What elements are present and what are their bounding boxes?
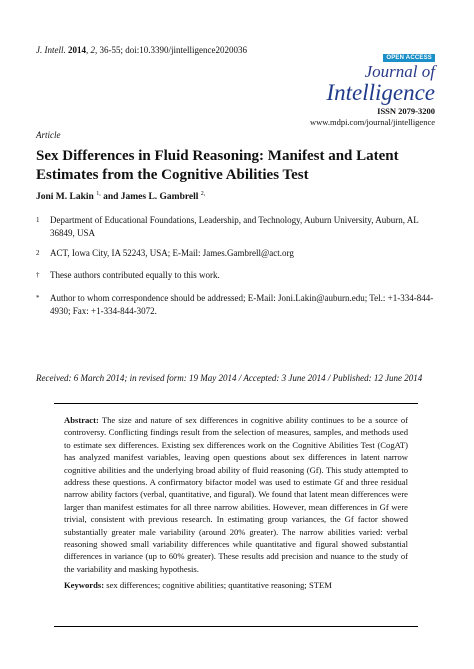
abstract-label: Abstract: [64, 415, 99, 425]
journal-url[interactable]: www.mdpi.com/journal/jintelligence [309, 117, 435, 127]
citation-journal: J. Intell. [36, 45, 66, 55]
abstract-text: The size and nature of sex differences in cognitive ability continues to be a source of controversy. Conflicting findings result from the selection of measures, samples, and methods used to estimate sex differences. Existing sex differences work on the Cognitive Abilities Test (CogAT) has analyzed manifest variables, leaving open questions about sex differences in latent narrow cognitive abilities and the underlying broad ability of fluid reasoning (Gf). This study attempted to address these questions. A confirmatory bifactor model was used to estimate Gf and three residual narrow ability factors (verbal, quantitative, and figural). We found that latent mean differences were larger than manifest estimates for all three narrow abilities. However, mean differences in Gf were trivial, consistent with previous research. In estimating group variances, the Gf factor showed substantially greater male variability (around 20% greater). The narrow abilities varied: verbal reasoning showed small variability differences while quantitative and figural showed substantial differences in variance (up to 60% greater). These results add precision and nuance to the study of the variability and masking hypothesis. [64, 415, 408, 574]
affiliation-2 [36, 247, 446, 261]
keywords-text: sex differences; cognitive abilities; quantitative reasoning; STEM [104, 580, 332, 590]
affiliation-3 [36, 269, 446, 283]
affiliation-text: Department of Educational Foundations, Leadership, and Technology, Auburn University, Auburn, AL 36849, USA [50, 215, 419, 238]
dagger-mark: † [36, 271, 40, 279]
affiliation-mark: 1 [36, 216, 40, 224]
keywords-label: Keywords: [64, 580, 105, 590]
author-2: and James L. Gambrell [103, 192, 199, 203]
journal-name: Intelligence [326, 80, 435, 105]
open-access-badge: OPEN ACCESS [383, 54, 435, 62]
affiliation-4 [36, 292, 446, 320]
citation-line: J. Intell. 2014, 2, 36-55; doi:10.3390/jintelligence2020036 [36, 45, 247, 55]
journal-of-text: Journal of [364, 62, 435, 81]
abstract [64, 414, 408, 575]
publication-dates: Received: 6 March 2014; in revised form: 19 May 2014 / Accepted: 3 June 2014 / Published: 12 June 2014 [36, 373, 423, 383]
affiliation-text: These authors contributed equally to this work. [50, 270, 220, 280]
citation-year: 2014 [68, 45, 86, 55]
abstract-box [54, 403, 418, 627]
keywords [64, 579, 408, 591]
affiliation-mark: * [36, 294, 40, 302]
citation-volume: 2 [90, 45, 95, 55]
author-2-sup: 2, [200, 191, 206, 197]
article-type: Article [36, 130, 61, 140]
citation-rest: , 36-55; doi:10.3390/jintelligence2020036 [95, 45, 247, 55]
affiliation-mark: 2 [36, 249, 40, 257]
authors-line [36, 191, 205, 202]
affiliation-text: Author to whom correspondence should be addressed; E-Mail: Joni.Lakin@auburn.edu; Tel.: +1-334-844-4930; Fax: +1-334-844-3072. [50, 293, 434, 316]
author-1-sup: 1, [96, 191, 101, 197]
article-title: Sex Differences in Fluid Reasoning: Manifest and Latent Estimates from the Cognitive Abilities Test [36, 148, 399, 183]
issn: ISSN 2079-3200 [377, 106, 435, 116]
affiliation-text: ACT, Iowa City, IA 52243, USA; E-Mail: James.Gambrell@act.org [50, 248, 294, 258]
author-1: Joni M. Lakin [36, 192, 94, 203]
